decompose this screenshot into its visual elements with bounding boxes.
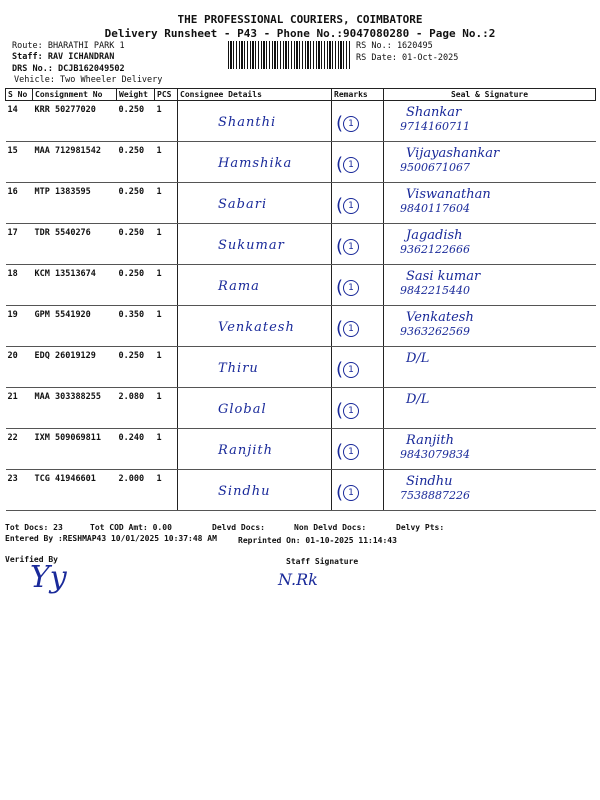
- row-consignee: [178, 224, 332, 265]
- table-row: [6, 347, 596, 388]
- row-consignee: [178, 429, 332, 470]
- row-signature: [384, 429, 596, 470]
- signature-name: D/L: [406, 392, 430, 407]
- row-remarks: [332, 265, 384, 306]
- table-row: [6, 224, 596, 265]
- tick-circle-icon: ( 1: [336, 277, 359, 298]
- row-pcs: 1: [155, 429, 178, 470]
- signature-name: Ranjith: [406, 433, 454, 448]
- entered-by: Entered By :RESHMAP43 10/01/2025 10:37:48 AM: [5, 534, 217, 543]
- row-weight: 0.250: [117, 101, 155, 142]
- col-consignee: Consignee Details: [178, 89, 332, 101]
- row-consignment-no: MAA 712981542: [33, 142, 117, 183]
- row-remarks: [332, 347, 384, 388]
- signature-name: D/L: [406, 351, 430, 366]
- row-signature: [384, 470, 596, 511]
- consignee-handwriting: Ranjith: [218, 443, 273, 458]
- row-remarks: [332, 388, 384, 429]
- row-weight: 0.250: [117, 142, 155, 183]
- row-consignment-no: MTP 1383595: [33, 183, 117, 224]
- route-label: Route: BHARATHI PARK 1: [12, 41, 125, 51]
- col-pcs: PCS: [155, 89, 178, 101]
- row-remarks: [332, 224, 384, 265]
- runsheet-subtitle: Delivery Runsheet - P43 - Phone No.:9047080280 - Page No.:2: [104, 27, 496, 40]
- staff-signature-mark: N.Rk: [278, 570, 318, 589]
- signature-name: Shankar: [406, 105, 462, 120]
- row-weight: 0.250: [117, 265, 155, 306]
- col-remarks: Remarks: [332, 89, 384, 101]
- row-weight: 0.350: [117, 306, 155, 347]
- tick-circle-icon: ( 1: [336, 318, 359, 339]
- row-consignee: [178, 265, 332, 306]
- signature-phone: 9840117604: [400, 202, 470, 215]
- row-sno: 20: [6, 347, 33, 388]
- verified-signature: Yy: [30, 560, 67, 595]
- table-header-row: [6, 89, 596, 101]
- tick-circle-icon: ( 1: [336, 400, 359, 421]
- delivered-docs: Delvd Docs:: [212, 523, 265, 532]
- signature-phone: 9362122666: [400, 243, 470, 256]
- consignee-handwriting: Sabari: [218, 197, 268, 212]
- col-consignment: Consignment No: [33, 89, 117, 101]
- signature-name: Jagadish: [406, 228, 463, 243]
- consignee-handwriting: Sindhu: [218, 484, 271, 499]
- table-row: [6, 429, 596, 470]
- consignee-handwriting: Global: [218, 402, 267, 417]
- row-signature: [384, 224, 596, 265]
- row-pcs: 1: [155, 183, 178, 224]
- row-remarks: [332, 306, 384, 347]
- row-sno: 23: [6, 470, 33, 511]
- signature-phone: 9842215440: [400, 284, 470, 297]
- row-consignee: [178, 347, 332, 388]
- row-signature: [384, 265, 596, 306]
- row-consignment-no: KCM 13513674: [33, 265, 117, 306]
- row-weight: 0.250: [117, 183, 155, 224]
- row-consignee: [178, 142, 332, 183]
- runsheet-table: [5, 88, 596, 511]
- signature-phone: 9843079834: [400, 448, 470, 461]
- row-signature: [384, 142, 596, 183]
- col-signature: Seal & Signature: [384, 89, 596, 101]
- row-weight: 0.240: [117, 429, 155, 470]
- row-consignee: [178, 101, 332, 142]
- tick-circle-icon: ( 1: [336, 154, 359, 175]
- table-row: [6, 142, 596, 183]
- row-consignee: [178, 183, 332, 224]
- consignee-handwriting: Sukumar: [218, 238, 285, 253]
- non-delivered-docs: Non Delvd Docs:: [294, 523, 367, 532]
- table-row: [6, 306, 596, 347]
- row-consignment-no: MAA 303388255: [33, 388, 117, 429]
- row-consignment-no: GPM 5541920: [33, 306, 117, 347]
- signature-name: Sindhu: [406, 474, 453, 489]
- consignee-handwriting: Shanthi: [218, 115, 277, 130]
- tick-circle-icon: ( 1: [336, 441, 359, 462]
- row-signature: [384, 183, 596, 224]
- row-signature: [384, 388, 596, 429]
- row-pcs: 1: [155, 388, 178, 429]
- signature-phone: 7538887226: [400, 489, 470, 502]
- signature-name: Venkatesh: [406, 310, 474, 325]
- row-pcs: 1: [155, 101, 178, 142]
- row-remarks: [332, 470, 384, 511]
- row-sno: 16: [6, 183, 33, 224]
- row-weight: 2.000: [117, 470, 155, 511]
- row-sno: 19: [6, 306, 33, 347]
- rs-date: RS Date: 01-Oct-2025: [356, 53, 459, 63]
- vehicle-label: Vehicle: Two Wheeler Delivery: [14, 75, 163, 85]
- signature-name: Sasi kumar: [406, 269, 481, 284]
- row-pcs: 1: [155, 265, 178, 306]
- row-consignment-no: KRR 50277020: [33, 101, 117, 142]
- table-row: [6, 101, 596, 142]
- row-sno: 17: [6, 224, 33, 265]
- row-consignee: [178, 306, 332, 347]
- row-sno: 15: [6, 142, 33, 183]
- row-consignment-no: IXM 509069811: [33, 429, 117, 470]
- row-weight: 2.080: [117, 388, 155, 429]
- verified-by-label: Verified By: [5, 555, 58, 564]
- consignee-handwriting: Thiru: [218, 361, 259, 376]
- row-remarks: [332, 101, 384, 142]
- total-docs: Tot Docs: 23: [5, 523, 63, 532]
- consignee-handwriting: Rama: [218, 279, 260, 294]
- row-pcs: 1: [155, 142, 178, 183]
- tick-circle-icon: ( 1: [336, 113, 359, 134]
- row-signature: [384, 306, 596, 347]
- row-pcs: 1: [155, 347, 178, 388]
- signature-name: Viswanathan: [406, 187, 491, 202]
- row-signature: [384, 347, 596, 388]
- signature-name: Vijayashankar: [406, 146, 500, 161]
- row-sno: 18: [6, 265, 33, 306]
- col-weight: Weight: [117, 89, 155, 101]
- row-remarks: [332, 142, 384, 183]
- company-title: THE PROFESSIONAL COURIERS, COIMBATORE: [177, 13, 423, 26]
- row-sno: 14: [6, 101, 33, 142]
- drs-label: DRS No.: DCJB162049502: [12, 64, 125, 74]
- barcode-image: [228, 41, 350, 69]
- staff-label: Staff: RAV ICHANDRAN: [12, 52, 115, 62]
- rs-no: RS No.: 1620495: [356, 41, 433, 51]
- row-consignment-no: TDR 5540276: [33, 224, 117, 265]
- row-pcs: 1: [155, 224, 178, 265]
- row-signature: [384, 101, 596, 142]
- row-consignment-no: EDQ 26019129: [33, 347, 117, 388]
- row-consignee: [178, 470, 332, 511]
- row-sno: 21: [6, 388, 33, 429]
- delivery-points: Delvy Pts:: [396, 523, 445, 532]
- consignee-handwriting: Venkatesh: [218, 320, 295, 335]
- row-weight: 0.250: [117, 224, 155, 265]
- signature-phone: 9363262569: [400, 325, 470, 338]
- col-sno: S No: [6, 89, 33, 101]
- row-remarks: [332, 183, 384, 224]
- total-cod: Tot COD Amt: 0.00: [90, 523, 172, 532]
- tick-circle-icon: ( 1: [336, 236, 359, 257]
- tick-circle-icon: ( 1: [336, 359, 359, 380]
- tick-circle-icon: ( 1: [336, 195, 359, 216]
- consignee-handwriting: Hamshika: [218, 156, 293, 171]
- tick-circle-icon: ( 1: [336, 482, 359, 503]
- row-consignment-no: TCG 41946601: [33, 470, 117, 511]
- row-remarks: [332, 429, 384, 470]
- row-consignee: [178, 388, 332, 429]
- staff-signature-label: Staff Signature: [286, 557, 359, 566]
- row-pcs: 1: [155, 470, 178, 511]
- row-sno: 22: [6, 429, 33, 470]
- reprinted-on: Reprinted On: 01-10-2025 11:14:43: [238, 536, 397, 545]
- table-row: [6, 183, 596, 224]
- signature-phone: 9714160711: [400, 120, 470, 133]
- row-weight: 0.250: [117, 347, 155, 388]
- row-pcs: 1: [155, 306, 178, 347]
- signature-phone: 9500671067: [400, 161, 470, 174]
- table-row: [6, 388, 596, 429]
- table-row: [6, 470, 596, 511]
- table-row: [6, 265, 596, 306]
